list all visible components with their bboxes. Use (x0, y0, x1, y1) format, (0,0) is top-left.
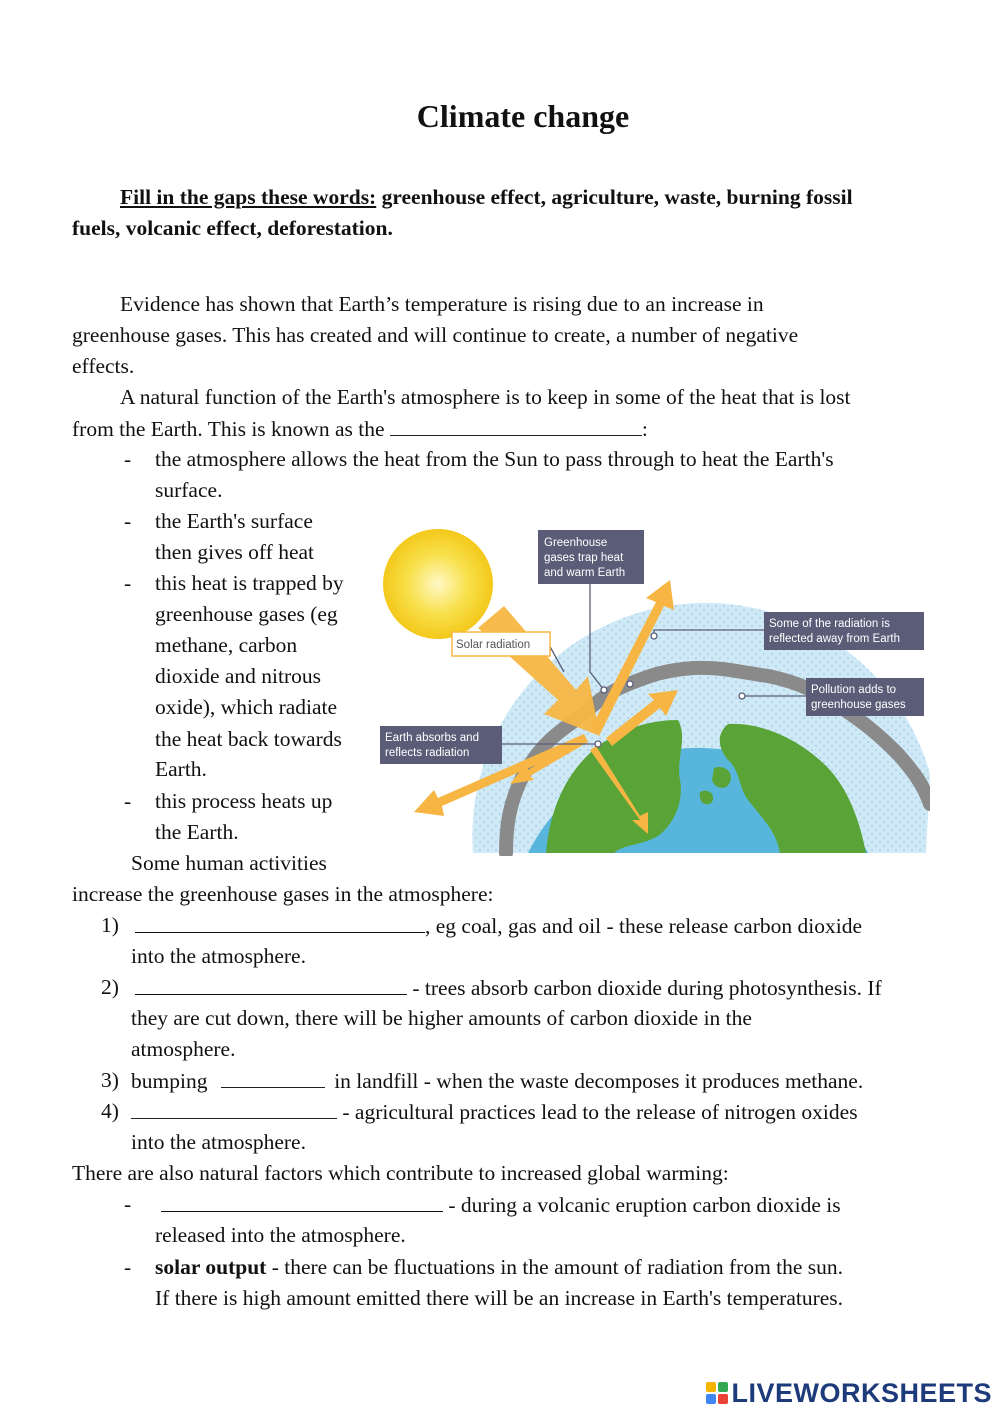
natural-item-2-line-1 (155, 1252, 843, 1283)
natural-function-text: from the Earth. This is known as the (72, 417, 385, 441)
item-number: 4) (101, 1099, 119, 1123)
bullet-dash: - (124, 1255, 132, 1279)
gap-volcanic-effect-input[interactable] (161, 1189, 443, 1212)
human-intro-line-2: increase the greenhouse gases in the atmosphere: (72, 882, 494, 906)
human-item-1-line-1 (135, 910, 862, 942)
label-absorbs-line-1: Earth absorbs and (385, 732, 479, 744)
item-number: 1) (101, 913, 119, 937)
gap-agriculture-input[interactable] (131, 1096, 337, 1119)
liveworksheets-logo-text: LIVEWORKSHEETS (731, 1378, 992, 1408)
item-number: 2) (101, 975, 119, 999)
step-3-line-3: methane, carbon (155, 633, 298, 657)
page-title: Climate change (416, 98, 630, 134)
item-number: 3) (101, 1068, 119, 1092)
natural-item-1-line-1 (161, 1189, 841, 1221)
label-pollution-line-2: greenhouse gases (811, 699, 906, 711)
liveworksheets-logo-icon (706, 1382, 728, 1404)
label-pollution-line-1: Pollution adds to (811, 684, 897, 696)
intro-line-1: Evidence has shown that Earth’s temperature is rising due to an increase in (120, 292, 764, 316)
label-reflected (764, 612, 924, 650)
step-3-line-6: the heat back towards (155, 727, 342, 751)
step-4-line-2: the Earth. (155, 820, 239, 844)
label-reflected-line-2: reflected away from Earth (769, 633, 901, 645)
label-solar-text: Solar radiation (456, 639, 531, 651)
natural-function-colon: : (641, 417, 648, 441)
label-greenhouse-line-1: Greenhouse (544, 537, 608, 549)
label-greenhouse-line-2: gases trap heat (544, 552, 624, 564)
label-reflected-line-1: Some of the radiation is (769, 618, 890, 630)
label-greenhouse-line-3: and warm Earth (544, 567, 626, 579)
human-item-4-text: - agricultural practices lead to the release of nitrogen oxides (337, 1100, 858, 1124)
natural-item-1-line-2: released into the atmosphere. (155, 1223, 406, 1247)
label-absorbs (380, 726, 502, 764)
human-item-1-text: , eg coal, gas and oil - these release carbon dioxide (425, 914, 862, 938)
natural-intro: There are also natural factors which contribute to increased global warming: (72, 1161, 729, 1185)
intro-line-2: greenhouse gases. This has created and will continue to create, a number of negative (72, 323, 799, 347)
sun (383, 529, 493, 639)
human-item-2-text: - trees absorb carbon dioxide during photosynthesis. If (407, 976, 882, 1000)
label-absorbs-line-2: reflects radiation (385, 747, 470, 759)
gap-deforestation-input[interactable] (135, 972, 407, 995)
bullet-dash: - (124, 789, 132, 813)
natural-item-1-text: - during a volcanic eruption carbon dioxide is (443, 1193, 841, 1217)
step-3-line-1: this heat is trapped by (155, 571, 344, 595)
human-item-4-line-1 (131, 1096, 858, 1128)
human-item-1-line-2: into the atmosphere. (131, 944, 306, 968)
bullet-dash: - (124, 447, 132, 471)
bullet-dash: - (124, 1192, 132, 1216)
gap-waste-input[interactable] (221, 1065, 325, 1088)
word-bank-line-1: greenhouse effect, agriculture, waste, burning fossil (381, 185, 853, 209)
human-item-2-line-3: atmosphere. (131, 1037, 236, 1061)
human-item-4-line-2: into the atmosphere. (131, 1130, 306, 1154)
natural-function-line-2 (72, 413, 648, 445)
human-item-3-text: in landfill - when the waste decomposes it produces methane. (334, 1069, 864, 1093)
human-item-2-line-2: they are cut down, there will be higher amounts of carbon dioxide in the (131, 1006, 752, 1030)
bullet-dash: - (124, 571, 132, 595)
step-3-line-4: dioxide and nitrous (155, 664, 322, 688)
step-4-line-1: this process heats up (155, 789, 333, 813)
step-1-line-1: the atmosphere allows the heat from the Sun to pass through to heat the Earth's (155, 447, 834, 471)
gap-greenhouse-effect-input[interactable] (390, 413, 642, 436)
human-item-3-before: bumping (131, 1069, 208, 1093)
step-3-line-7: Earth. (155, 757, 207, 781)
human-item-3-line-1 (131, 1065, 863, 1097)
natural-item-2-line-2: If there is high amount emitted there will be an increase in Earth's temperatures. (155, 1286, 844, 1310)
step-2-line-2: then gives off heat (155, 540, 315, 564)
label-greenhouse (538, 530, 644, 584)
instructions-line-1 (120, 182, 853, 213)
label-pollution (806, 678, 924, 716)
liveworksheets-logo[interactable] (706, 1377, 992, 1409)
label-solar-radiation (452, 632, 550, 656)
human-intro-line-1: Some human activities (131, 851, 327, 875)
step-1-line-2: surface. (155, 478, 223, 502)
human-item-2-line-1 (135, 972, 882, 1004)
instructions-label: Fill in the gaps these words: (120, 185, 377, 209)
solar-output-term: solar output (155, 1255, 267, 1279)
intro-line-3: effects. (72, 354, 135, 378)
bullet-dash: - (124, 509, 132, 533)
step-3-line-5: oxide), which radiate (155, 695, 338, 719)
step-2-line-1: the Earth's surface (155, 509, 313, 533)
greenhouse-effect-diagram (378, 524, 930, 856)
word-bank-line-2: fuels, volcanic effect, deforestation. (72, 216, 393, 240)
natural-function-line-1: A natural function of the Earth's atmosphere is to keep in some of the heat that is lost (120, 385, 851, 409)
step-3-line-2: greenhouse gases (eg (155, 602, 338, 626)
natural-item-2-text: - there can be fluctuations in the amount of radiation from the sun. (266, 1255, 844, 1279)
gap-burning-fossil-fuels-input[interactable] (135, 910, 425, 933)
